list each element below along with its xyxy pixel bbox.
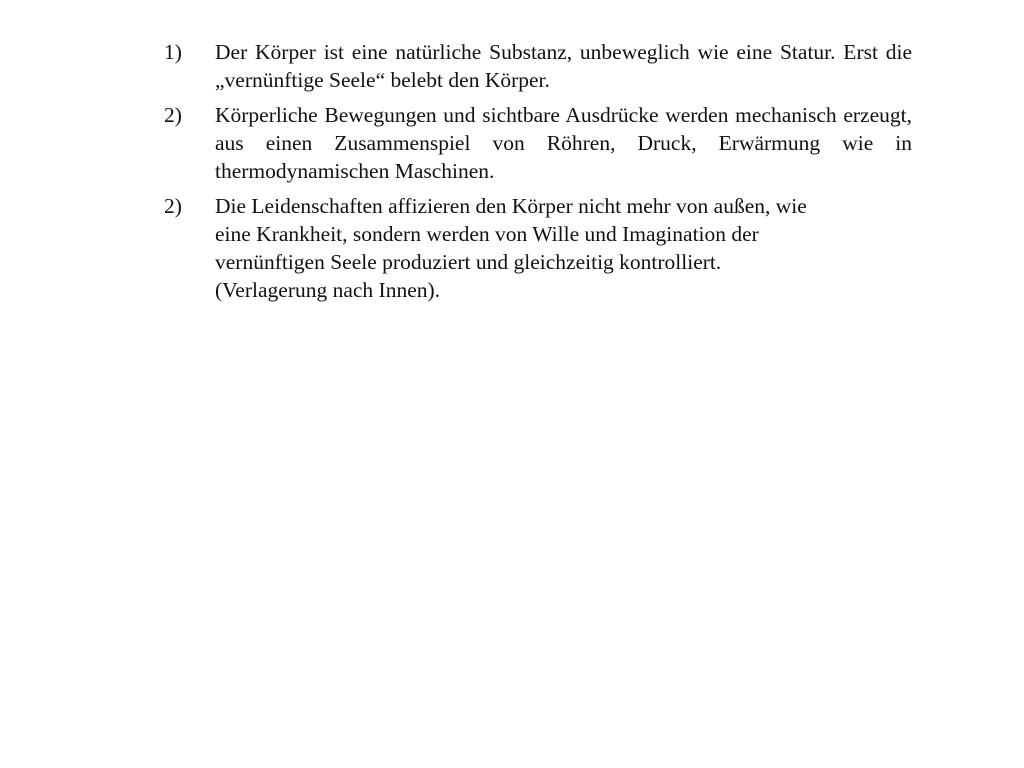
item-number: 2)	[164, 194, 182, 218]
item-text: Der Körper ist eine natürliche Substanz, unbeweglich wie eine Statur. Erst die „vernünftige Seele“ belebt den Körper.	[215, 40, 912, 92]
item-text: Körperliche Bewegungen und sichtbare Ausdrücke werden mechanisch erzeugt, aus einen Zusammenspiel von Röhren, Druck, Erwärmung wie in thermodynamischen Maschinen.	[215, 103, 912, 183]
item-text-line: (Verlagerung nach Innen).	[215, 278, 441, 302]
item-text-line: Die Leidenschaften affizieren den Körper nicht mehr von außen, wie	[215, 194, 807, 218]
item-number: 1)	[164, 40, 182, 64]
numbered-list	[164, 38, 912, 311]
item-text-line: vernünftigen Seele produziert und gleichzeitig kontrolliert.	[215, 250, 722, 274]
list-item	[164, 101, 912, 185]
item-text-line: eine Krankheit, sondern werden von Wille und Imagination der	[215, 222, 759, 246]
list-item	[164, 192, 912, 304]
list-item	[164, 38, 912, 94]
item-number: 2)	[164, 103, 182, 127]
item-text	[215, 192, 912, 304]
